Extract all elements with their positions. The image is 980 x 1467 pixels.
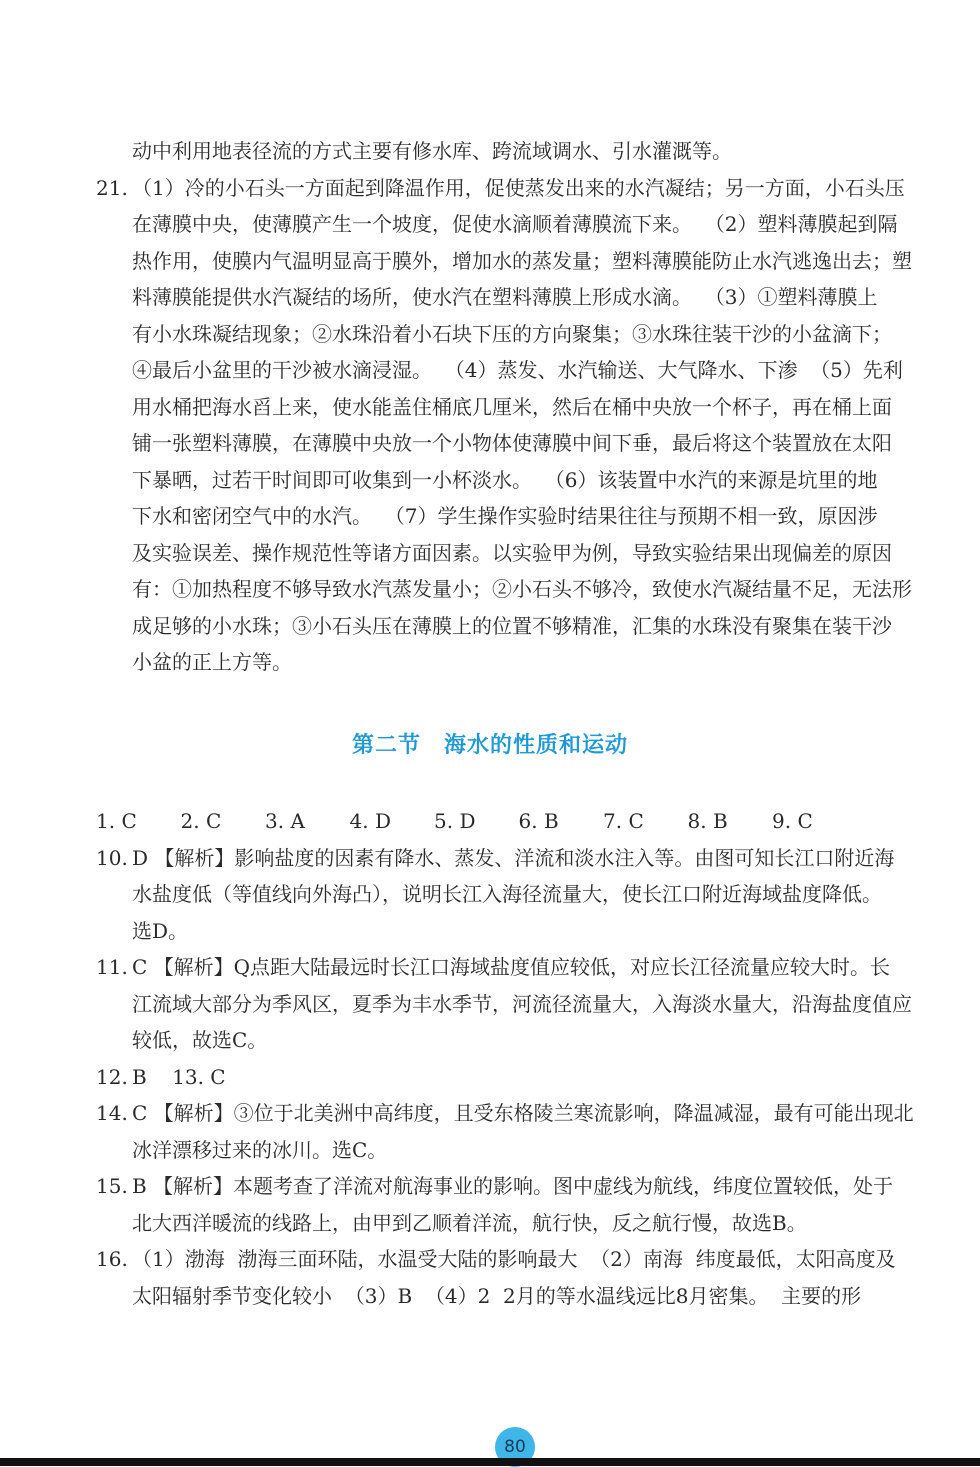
text-line: 及实验误差、操作规范性等诸方面因素。以实验甲为例，导致实验结果出现偏差的原因 bbox=[132, 540, 892, 565]
page-number: 80 bbox=[495, 1427, 535, 1467]
question-11 bbox=[96, 949, 948, 1059]
text-line: 选D。 bbox=[132, 918, 189, 943]
text-line: 有：①加热程度不够导致水汽蒸发量小；②小石头不够冷，致使水汽凝结量不足，无法形 bbox=[132, 577, 912, 601]
bottom-edge bbox=[0, 1458, 980, 1466]
mc-answer: 6. B bbox=[518, 809, 559, 833]
question-10 bbox=[96, 840, 948, 950]
section-title: 第二节 海水的性质和运动 bbox=[351, 733, 628, 758]
text-line: D 【解析】影响盐度的因素有降水、蒸发、洋流和淡水注入等。由图可知长江口附近海 bbox=[132, 845, 895, 870]
text-line: 太阳辐射季节变化较小 （3）B （4）2 2月的等水温线远比8月密集。 主要的形 bbox=[132, 1283, 862, 1308]
text-line: 冰洋漂移过来的冰川。选C。 bbox=[132, 1137, 388, 1162]
text-line: （1）冷的小石头一方面起到降温作用，促使蒸发出来的水汽凝结；另一方面，小石头压 bbox=[132, 175, 905, 200]
question-12 bbox=[96, 1059, 948, 1096]
mc-answer: 7. C bbox=[603, 809, 644, 833]
text-line: B 【解析】本题考查了洋流对航海事业的影响。图中虚线为航线，纬度位置较低，处于 bbox=[132, 1174, 894, 1198]
question-14 bbox=[96, 1095, 948, 1168]
answer-block-section2 bbox=[96, 803, 948, 1314]
text-line: 热作用，使膜内气温明显高于膜外，增加水的蒸发量；塑料薄膜能防止水汽逃逸出去；塑 bbox=[132, 248, 912, 273]
mc-answer: 2. C bbox=[180, 809, 222, 833]
text-line: 有小水珠凝结现象；②水珠沿着小石块下压的方向聚集；③水珠往装干沙的小盆滴下； bbox=[132, 321, 892, 346]
text-line: 铺一张塑料薄膜，在薄膜中央放一个小物体使薄膜中间下垂，最后将这个装置放在太阳 bbox=[132, 431, 892, 455]
question-number: 16. bbox=[96, 1247, 128, 1271]
question-16 bbox=[96, 1241, 948, 1314]
question-number: 12. bbox=[96, 1064, 128, 1089]
mc-answer: 1. C bbox=[96, 809, 137, 833]
question-number: 10. bbox=[96, 845, 128, 870]
text-line: 在薄膜中央，使薄膜产生一个坡度，促使水滴顺着薄膜流下来。 （2）塑料薄膜起到隔 bbox=[132, 212, 898, 236]
text-line: 下暴晒，过若干时间即可收集到一小杯淡水。 （6）该装置中水汽的来源是坑里的地 bbox=[132, 467, 878, 492]
mc-answer: 4. D bbox=[349, 809, 391, 833]
mc-answer: 3. A bbox=[265, 809, 305, 833]
text-line: C 【解析】③位于北美洲中高纬度，且受东格陵兰寒流影响，降温减湿，最有可能出现北 bbox=[132, 1101, 914, 1125]
text-line: 较低，故选C。 bbox=[132, 1028, 268, 1052]
text-line: 下水和密闭空气中的水汽。 （7）学生操作实验时结果往往与预期不相一致，原因涉 bbox=[132, 504, 878, 528]
answer-block-top bbox=[96, 133, 948, 681]
text-line: 江流域大部分为季风区，夏季为丰水季节，河流径流量大，入海淡水量大，沿海盐度值应 bbox=[132, 991, 912, 1016]
question-21 bbox=[96, 170, 948, 681]
text-line: ④最后小盆里的干沙被水滴浸湿。 （4）蒸发、水汽输送、大气降水、下渗 （5）先利 bbox=[132, 358, 903, 382]
mc-answer: 8. B bbox=[687, 809, 728, 833]
text-line: C 【解析】Q点距大陆最远时长江口海域盐度值应较低，对应长江径流量应较大时。长 bbox=[132, 955, 891, 979]
text-line: 成足够的小水珠；③小石头压在薄膜上的位置不够精准，汇集的水珠没有聚集在装干沙 bbox=[132, 613, 892, 638]
question-number: 15. bbox=[96, 1174, 128, 1198]
continuation-text: 动中利用地表径流的方式主要有修水库、跨流域调水、引水灌溉等。 bbox=[132, 139, 732, 163]
text-line: （1）渤海 渤海三面环陆，水温受大陆的影响最大 （2）南海 纬度最低，太阳高度及 bbox=[132, 1247, 896, 1271]
multiple-choice-row bbox=[96, 803, 948, 840]
question-15 bbox=[96, 1168, 948, 1241]
question-number: 14. bbox=[96, 1101, 128, 1125]
text-line: B 13. C bbox=[132, 1064, 226, 1089]
text-line: 北大西洋暖流的线路上，由甲到乙顺着洋流，航行快，反之航行慢，故选B。 bbox=[132, 1210, 807, 1235]
text-line: 料薄膜能提供水汽凝结的场所，使水汽在塑料薄膜上形成水滴。 （3）①塑料薄膜上 bbox=[132, 285, 878, 309]
text-line: 水盐度低（等值线向外海凸），说明长江入海径流量大，使长江口附近海域盐度降低。 bbox=[132, 882, 882, 906]
question-number: 21. bbox=[96, 175, 128, 200]
mc-answer: 5. D bbox=[434, 809, 476, 833]
text-line: 小盆的正上方等。 bbox=[132, 650, 292, 674]
mc-answer: 9. C bbox=[772, 809, 813, 833]
question-number: 11. bbox=[96, 955, 128, 979]
text-line: 用水桶把海水舀上来，使水能盖住桶底几厘米，然后在桶中央放一个杯子，再在桶上面 bbox=[132, 394, 892, 419]
